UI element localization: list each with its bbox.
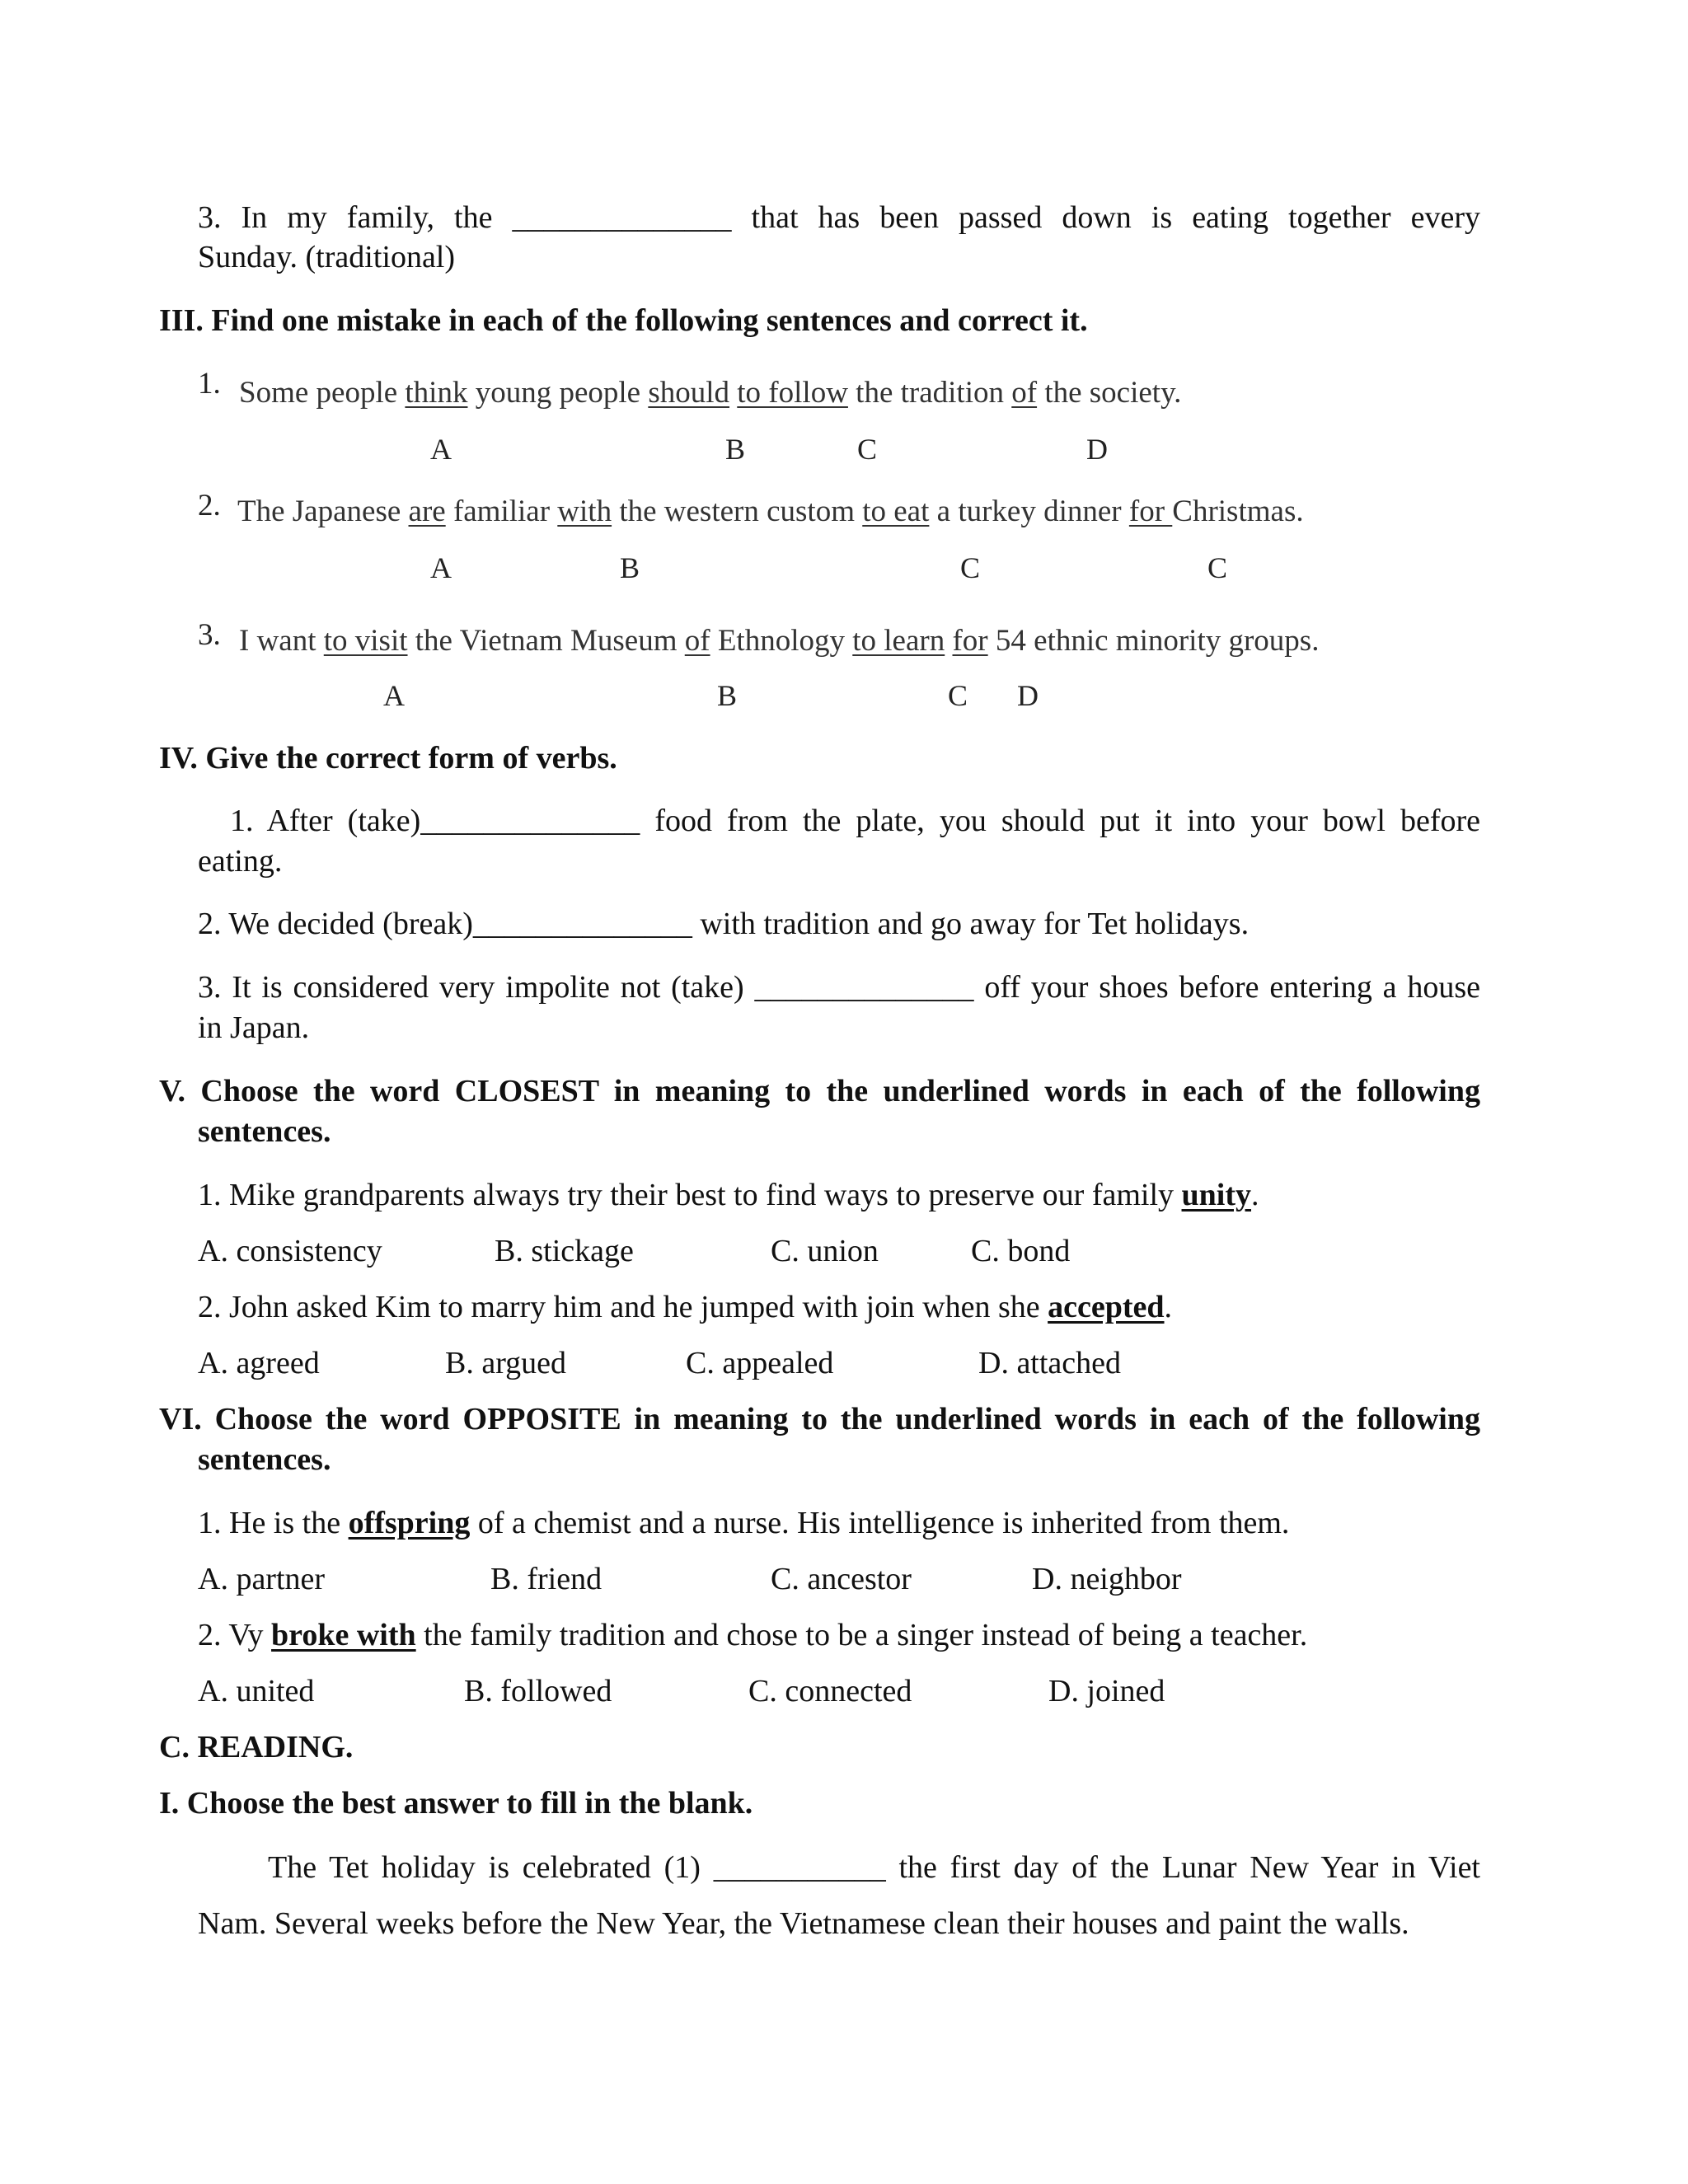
option-letter: B (620, 551, 640, 584)
sentence-line: eating. (198, 844, 283, 879)
answer-blank[interactable]: ______________ (754, 970, 974, 1005)
option-letter: C (948, 679, 968, 712)
sentence-line: 2. We decided (break)______________ with tradition and go away for Tet holidays. (198, 907, 1250, 941)
sentence-line (198, 202, 1480, 233)
key-word: offspring (348, 1506, 471, 1540)
sentence-line: Sunday. (traditional) (198, 240, 456, 274)
option-letter: A (430, 433, 452, 466)
answer-blank[interactable]: ______________ (420, 804, 640, 838)
option-letter: C (960, 551, 981, 584)
option-a[interactable]: A. united (198, 1674, 315, 1708)
underlined-option-b: of (684, 624, 710, 658)
answer-blank[interactable]: ___________ (713, 1850, 886, 1885)
option-b[interactable]: B. argued (445, 1346, 567, 1380)
option-letter: B (717, 679, 738, 712)
question-line: 1. He is the offspring of a chemist and a nurse. His intelligence is inherited from them. (198, 1506, 1290, 1540)
question-number: 2. (198, 489, 221, 523)
question-line: 2. John asked Kim to marry him and he jumped with join when she accepted. (198, 1290, 1173, 1324)
underlined-option-c: to follow (737, 376, 848, 410)
key-word: accepted (1048, 1290, 1165, 1324)
option-d[interactable]: D. joined (1048, 1674, 1165, 1708)
error-sentence: I want to visit the Vietnam Museum of Ethnology to learn for 54 ethnic minority groups. (239, 624, 1320, 658)
option-b[interactable]: B. stickage (495, 1234, 634, 1268)
option-letter: C (857, 433, 878, 466)
answer-blank[interactable]: ______________ (512, 200, 732, 235)
option-c[interactable]: C. ancestor (771, 1562, 912, 1596)
section-subheading: I. Choose the best answer to fill in the blank. (159, 1786, 753, 1821)
error-sentence: The Japanese are familiar with the western custom to eat a turkey dinner for Christmas. (237, 494, 1304, 528)
option-a[interactable]: A. consistency (198, 1234, 382, 1268)
sentence-text: that has been passed down is eating together every (751, 200, 1480, 235)
option-letter: A (430, 551, 452, 584)
section-heading: VI. Choose the word OPPOSITE in meaning to the underlined words in each of the following (159, 1402, 1480, 1436)
option-c[interactable]: C. union (771, 1234, 879, 1268)
sentence-line: 1. After (take)______________ food from the plate, you should put it into your bowl before (230, 804, 1481, 838)
passage-line: Nam. Several weeks before the New Year, the Vietnamese clean their houses and paint the walls. (198, 1906, 1409, 1941)
sentence-line: 3. It is considered very impolite not (take) ______________ off your shoes before entering a house (198, 970, 1480, 1005)
underlined-option-d: of (1011, 376, 1038, 410)
option-letter: B (725, 433, 746, 466)
underlined-option-d: for (1128, 494, 1173, 528)
key-word: unity (1181, 1178, 1251, 1212)
underlined-option-a: think (405, 376, 468, 410)
underlined-option-b: with (557, 494, 612, 528)
key-word: broke with (271, 1618, 416, 1652)
option-b[interactable]: B. followed (464, 1674, 612, 1708)
question-number: 3. (198, 618, 221, 652)
option-d[interactable]: D. neighbor (1032, 1562, 1182, 1596)
section-heading: C. READING. (159, 1730, 354, 1765)
underlined-option-d: for (952, 624, 988, 658)
underlined-option-c: to eat (862, 494, 930, 528)
section-heading-cont: sentences. (198, 1442, 331, 1477)
option-b[interactable]: B. friend (490, 1562, 603, 1596)
question-line: 2. Vy broke with the family tradition and chose to be a singer instead of being a teacher. (198, 1618, 1308, 1652)
section-heading-cont: sentences. (198, 1114, 331, 1149)
option-c[interactable]: C. appealed (686, 1346, 834, 1380)
error-sentence: Some people think young people should to follow the tradition of the society. (239, 376, 1182, 410)
option-a[interactable]: A. agreed (198, 1346, 320, 1380)
underlined-option-c: to learn (852, 624, 945, 658)
question-number: 1. (198, 367, 221, 401)
option-c[interactable]: C. connected (748, 1674, 912, 1708)
section-heading: III. Find one mistake in each of the following sentences and correct it. (159, 303, 1088, 338)
passage-line: The Tet holiday is celebrated (1) ___________ the first day of the Lunar New Year in Viet (268, 1850, 1480, 1885)
option-letter: D (1017, 679, 1039, 712)
sentence-text: 3. In my family, the (198, 200, 493, 235)
option-letter: D (1086, 433, 1108, 466)
section-heading: V. Choose the word CLOSEST in meaning to the underlined words in each of the following (159, 1074, 1480, 1108)
option-a[interactable]: A. partner (198, 1562, 326, 1596)
question-line: 1. Mike grandparents always try their best to find ways to preserve our family unity. (198, 1178, 1259, 1212)
answer-blank[interactable]: ______________ (472, 907, 692, 941)
option-d[interactable]: C. bond (971, 1234, 1071, 1268)
option-letter: A (383, 679, 405, 712)
underlined-option-a: are (408, 494, 446, 528)
option-letter: C (1207, 551, 1228, 584)
sentence-line: in Japan. (198, 1010, 310, 1045)
underlined-option-a: to visit (323, 624, 408, 658)
option-d[interactable]: D. attached (978, 1346, 1122, 1380)
underlined-option-b: should (648, 376, 730, 410)
section-heading: IV. Give the correct form of verbs. (159, 741, 617, 776)
